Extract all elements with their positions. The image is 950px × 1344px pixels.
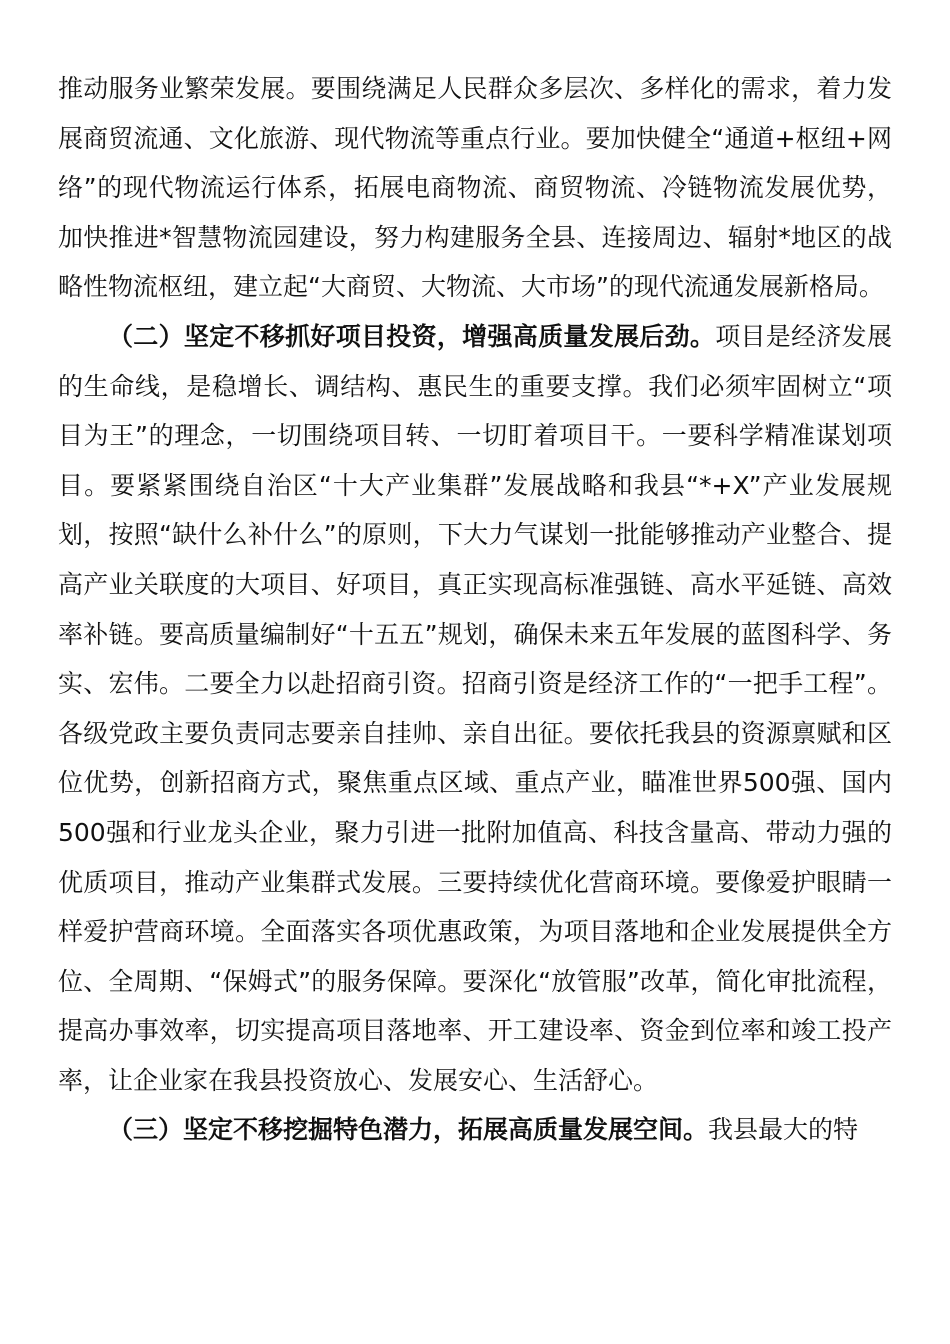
- paragraph-text: 推动服务业繁荣发展。要围绕满足人民群众多层次、多样化的需求，着力发展商贸流通、文化旅游、现代物流等重点行业。要加快健全“通道+枢纽+网络”的现代物流运行体系，拓展电商物流、商贸物流、冷链物流发展优势，加快推进*智慧物流园建设，努力构建服务全县、连接周边、辐射*地区的战略性物流枢纽，建立起“大商贸、大物流、大市场”的现代流通发展新格局。: [58, 74, 892, 302]
- section-heading: （二）坚定不移抓好项目投资，增强高质量发展后劲。: [108, 321, 716, 351]
- paragraph-section-3: [58, 1105, 892, 1155]
- paragraph-text: 我县最大的特: [708, 1115, 859, 1145]
- section-heading: （三）坚定不移挖掘特色潜力，拓展高质量发展空间。: [108, 1115, 709, 1145]
- paragraph-continuation: [58, 64, 892, 312]
- paragraph-text: 项目是经济发展的生命线，是稳增长、调结构、惠民生的重要支撑。我们必须牢固树立“项目为王”的理念，一切围绕项目转、一切盯着项目干。一要科学精准谋划项目。要紧紧围绕自治区“十大产业集群”发展战略和我县“*+X”产业发展规划，按照“缺什么补什么”的原则，下大力气谋划一批能够推动产业整合、提高产业关联度的大项目、好项目，真正实现高标准强链、高水平延链、高效率补链。要高质量编制好“十五五”规划，确保未来五年发展的蓝图科学、务实、宏伟。二要全力以赴招商引资。招商引资是经济工作的“一把手工程”。各级党政主要负责同志要亲自挂帅、亲自出征。要依托我县的资源禀赋和区位优势，创新招商方式，聚焦重点区域、重点产业，瞄准世界500强、国内500强和行业龙头企业，聚力引进一批附加值高、科技含量高、带动力强的优质项目，推动产业集群式发展。三要持续优化营商环境。要像爱护眼睛一样爱护营商环境。全面落实各项优惠政策，为项目落地和企业发展提供全方位、全周期、“保姆式”的服务保障。要深化“放管服”改革，简化审批流程，提高办事效率，切实提高项目落地率、开工建设率、资金到位率和竣工投产率，让企业家在我县投资放心、发展安心、生活舒心。: [58, 321, 892, 1095]
- document-body: [58, 64, 892, 1155]
- paragraph-section-2: [58, 312, 892, 1106]
